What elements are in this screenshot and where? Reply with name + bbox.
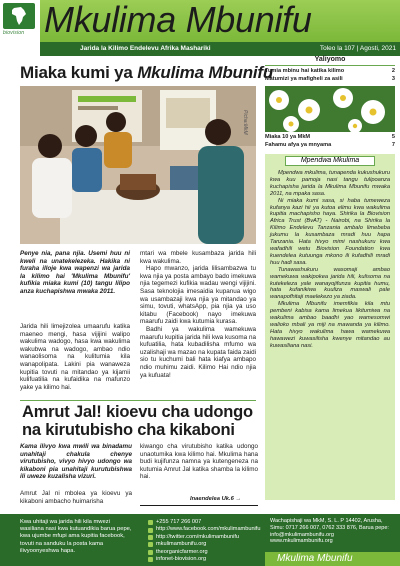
contents-item-page: 5 (391, 134, 395, 140)
contact-phone[interactable] (148, 519, 268, 526)
lead-body-col1: Jarida hili limejizolea umaarufu katika maeneo mengi, hasa vijijini walipo wakulima wadogo, hasa kwa wakulima wakubwa na wadogo, ambao ndio wanaolisoma na kulitumia kila wanapolipata. Lakini pia wanaweza kupitia tovuti na mitandao ya kijamii kulifuatilia na kufaidika na mafunzo yake ya kilimo hai. (20, 323, 130, 391)
editor-note-text (270, 170, 390, 350)
feature-body-col1: Amrut Jal ni mbolea ya kioevu ya kikaboni ambacho huimarisha (20, 490, 132, 505)
editor-note-para: Ni miaka kumi sasa, si haba tumeweza kufanya kazi hii ya kutoa elimu kwa wakulima kupitia machapisho haya. Shirika la Biovision Africa Trust (BvAT) - Nairobi, na Shirika la Kilimo Endelevu Tanzania ambalo limebeba jukumu la kusambaza mradi huu hapa Tanzania. Hata hivyo mimi nashukuru kwa wafadhili wetu Biovision Foundation kwa kuendelea kutuunga mkono ili kufadhili mradi huu hadi sasa. (270, 197, 390, 266)
lead-headline-part2: Mkulima Mbunifu (137, 63, 274, 82)
contact-text: http://twitter.com/mkulimambunifu (156, 533, 240, 540)
editor-note-para: Mpendwa mkulima, tunapenda kukushukuru kwa kuu pamoja nasi tangu tulipoanza kuchapisha jarida la Mkulima Mbunifu mwaka 2011, na mpaka sasa. (270, 170, 390, 197)
contact-website[interactable] (148, 549, 268, 556)
contact-website[interactable] (148, 556, 268, 563)
phone-icon (148, 520, 153, 525)
lead-body-para: mtari wa mbele kusambaza jarida hili kwa wakulima. (140, 250, 256, 265)
africa-map-icon (3, 3, 35, 29)
lead-photo (20, 86, 256, 244)
lead-headline (20, 63, 273, 83)
issue-info: Toleo la 107 | Agosti, 2021 (319, 45, 396, 52)
editor-note-heading: Mpendwa Mkulima (285, 156, 375, 166)
flowers-photo (265, 86, 395, 132)
contact-text: theorganicfarmer.org (156, 548, 208, 555)
contents-item-label: Fahamu afya ya mnyama (265, 141, 332, 148)
globe-icon (148, 557, 153, 562)
lead-caption: Penye nia, pana njia. Usemi huu ni kweli na unatekelezeka. Hakika ni furaha illoje kwa wapenzi wa jarida la kilimo hai 'Mkulima Mbunifu' kufikia miaka kumi (10) tangu lilipo anza kuchapishwa mwaka 2011. (20, 250, 130, 295)
contents-item-page: 3 (391, 75, 395, 82)
lead-headline-part1: Miaka kumi ya (20, 63, 138, 82)
contents-item[interactable] (265, 134, 395, 142)
continued-link[interactable]: Inaendelea Uk.6 → (190, 496, 242, 502)
biovision-logo (3, 3, 39, 43)
feature-caption: Kama ilivyo kwa mwili wa binadamu unahitaji chakula chenye virutubisho, vivyo hivyo udongo wa kikaboni pia unahitaji kurutubishwa ili uweze kuzalisha vizuri. (20, 443, 132, 481)
footer-contacts (148, 519, 268, 563)
contact-text: +255 717 266 007 (156, 519, 202, 525)
contents-item[interactable] (265, 142, 395, 150)
facebook-icon (148, 528, 153, 533)
contents-item[interactable] (265, 68, 395, 76)
contents-item-label: Tumia mbinu hai katika kilimo (265, 68, 345, 74)
lead-body-para: Hapo mwanzo, jarida lilisambazwa tu kwa njia ya posta ambayo bado imekuwa njia tegemezi kufikia wadau wengi vijijini. Sasa teknolojia imesaidia kupanua wigo wa usambazaji kwa njia ya mitandao ya simu, tovuti, whatsApp, pia njia ya uso kitabu (Facebook) nayo imekuwa maarufu zaidi kwa kutumia kurasa. (140, 265, 256, 326)
feature-divider (20, 400, 256, 401)
contents-list-2 (265, 134, 395, 149)
masthead (0, 0, 400, 60)
footer (0, 514, 400, 566)
contents-item[interactable] (265, 76, 395, 84)
contact-facebook[interactable] (148, 526, 268, 533)
contact-twitter[interactable] (148, 534, 268, 541)
editor-note-para: Tunawashukuru wasomaji ambao wamekuwa wakipokea jarida hili, kulisoma na kutekeleza yale wanayojifunza kupitia humu, hata kufanikiwa kuuliza maswali pale wanapofhitaji maelekezo ya ziada. (270, 266, 390, 301)
feature-end-rule (140, 505, 258, 506)
contents-list (265, 68, 395, 83)
contents-item-page: 2 (391, 68, 395, 74)
globe-icon (148, 550, 153, 555)
photo-credit: Picha:MkM (242, 110, 248, 135)
footer-publisher-info: Wachapishaji wa MkM, S. L. P 14402, Arusha, Simu: 0717 266 007, 0762 333 876, Barua pepe: info@mkulimambunifu.org www.mkulimambunifu.org (270, 518, 389, 545)
tagline-bar (40, 42, 400, 56)
editor-note-para: Mkulima Mbunifu imemfikia kila mtu pembeni kabisa kama limekua likitumiwa na wakulima ambao baadhi yao wamesomwi walioko mbali ya miji na mawanda ya kilimo. Hata hivyo wakulima hawa wamekuwa hawawezi kuwasilisha kwenye mitandao au kuwasiliana nasi. (270, 301, 390, 349)
contents-heading: Yaliyomo (265, 56, 395, 66)
lead-body-para: Badhi ya wakulima wamekuwa maarufu kupitia jarida hili kwa kusoma na kufuatilia, hata kubadilisha mfumo wa uzalishaji wa mazao na kupata faida zaidi sio tu kuchumi bali hata kiafya ambapo ndio muhimu zaidi. Kilimo Hai ndio njia ya kufuata! (140, 325, 256, 379)
contents-item-page: 7 (391, 141, 395, 148)
lead-body-col2 (140, 250, 256, 379)
contents-item-label: Miaka 10 ya MkM (265, 134, 311, 140)
logo-text: biovision (3, 30, 25, 36)
contact-website[interactable] (148, 541, 268, 548)
twitter-icon (148, 535, 153, 540)
globe-icon (148, 542, 153, 547)
footer-brand: Mkulima Mbunifu (265, 552, 400, 566)
tagline: Jarida la Kilimo Endelevu Afrika Mashariki (80, 45, 211, 52)
contact-text: http://www.facebook.com/mkulimambunifu (156, 526, 261, 533)
feature-headline: Amrut Jal! kioevu cha udongo na kirutubisho cha kikaboni (22, 403, 253, 439)
contact-text: mkulimambunifu.org (156, 541, 207, 548)
footer-subscribe-text: Kwa uhitaji wa jarida hili kila mwezi wasiliana nasi kwa kutuandikia barua pepe, kwa ujumbe mfupi ama kupitia facebook, tovuti na sanduku la posta kama ilivyoonyeshwa hapa. (20, 519, 132, 554)
feature-body-col2: kiwango cha virutubisho katika udongo unaotumika kwa kilimo hai. Mkulima hana budi kujifunza namna ya kutengeneza na kutumia Amrut Jal katika shamba la kilimo hai. (140, 443, 258, 481)
contents-item-label: Matumizi ya mafigheli za asili (265, 75, 343, 82)
contact-text: infonet-biovision.org (156, 555, 207, 562)
magazine-title: Mkulima Mbunifu (44, 0, 312, 40)
